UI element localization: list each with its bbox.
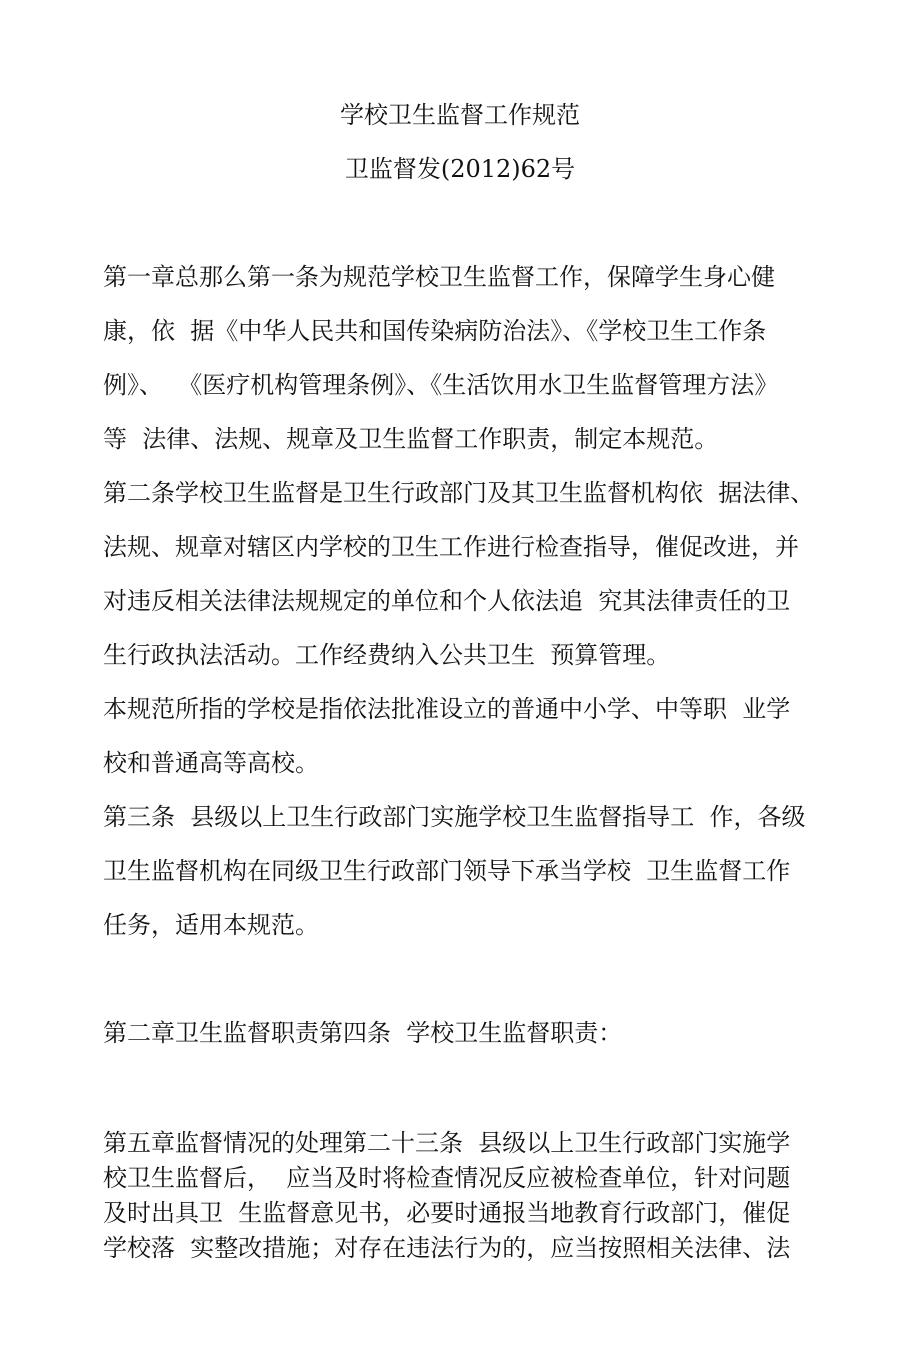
paragraph-6-line-1: 第五章监督情况的处理第二十三条 县级以上卫生行政部门实施学	[103, 1129, 791, 1157]
paragraph-2-line-4: 生行政执法活动。工作经费纳入公共卫生 预算管理。	[103, 641, 671, 669]
paragraph-6-line-4: 学校落 实整改措施；对存在违法行为的，应当按照相关法律、法	[103, 1234, 791, 1262]
paragraph-2-line-3: 对违反相关法律法规规定的单位和个人依法追 究其法律责任的卫	[103, 587, 791, 615]
paragraph-2-line-1: 第二条学校卫生监督是卫生行政部门及其卫生监督机构依 据法律、	[103, 479, 815, 507]
paragraph-6-line-3: 及时出具卫 生监督意见书，必要时通报当地教育行政部门，催促	[103, 1199, 791, 1227]
paragraph-5-line-1: 第二章卫生监督职责第四条 学校卫生监督职责：	[103, 1019, 623, 1047]
paragraph-3-line-1: 本规范所指的学校是指依法批准设立的普通中小学、中等职 业学	[103, 695, 791, 723]
paragraph-1-line-4: 等 法律、法规、规章及卫生监督工作职责，制定本规范。	[103, 425, 719, 453]
paragraph-4-line-3: 任务，适用本规范。	[103, 911, 319, 939]
paragraph-1-line-1: 第一章总那么第一条为规范学校卫生监督工作，保障学生身心健	[103, 263, 775, 291]
document-number: 卫监督发(2012)62号	[344, 155, 576, 183]
paragraph-1-line-2: 康，依 据《中华人民共和国传染病防治法》、《学校卫生工作条	[103, 317, 767, 345]
paragraph-6-line-2: 校卫生监督后， 应当及时将检查情况反应被检查单位，针对问题	[103, 1164, 791, 1192]
paragraph-4-line-2: 卫生监督机构在同级卫生行政部门领导下承当学校 卫生监督工作	[103, 857, 791, 885]
paragraph-1-line-3: 例》、 《医疗机构管理条例》、《生活饮用水卫生监督管理方法》	[103, 371, 779, 399]
paragraph-4-line-1: 第三条 县级以上卫生行政部门实施学校卫生监督指导工 作，各级	[103, 803, 806, 831]
paragraph-2-line-2: 法规、规章对辖区内学校的卫生工作进行检查指导，催促改进，并	[103, 533, 799, 561]
paragraph-3-line-2: 校和普通高等高校。	[103, 749, 319, 777]
page-title: 学校卫生监督工作规范	[340, 101, 580, 129]
